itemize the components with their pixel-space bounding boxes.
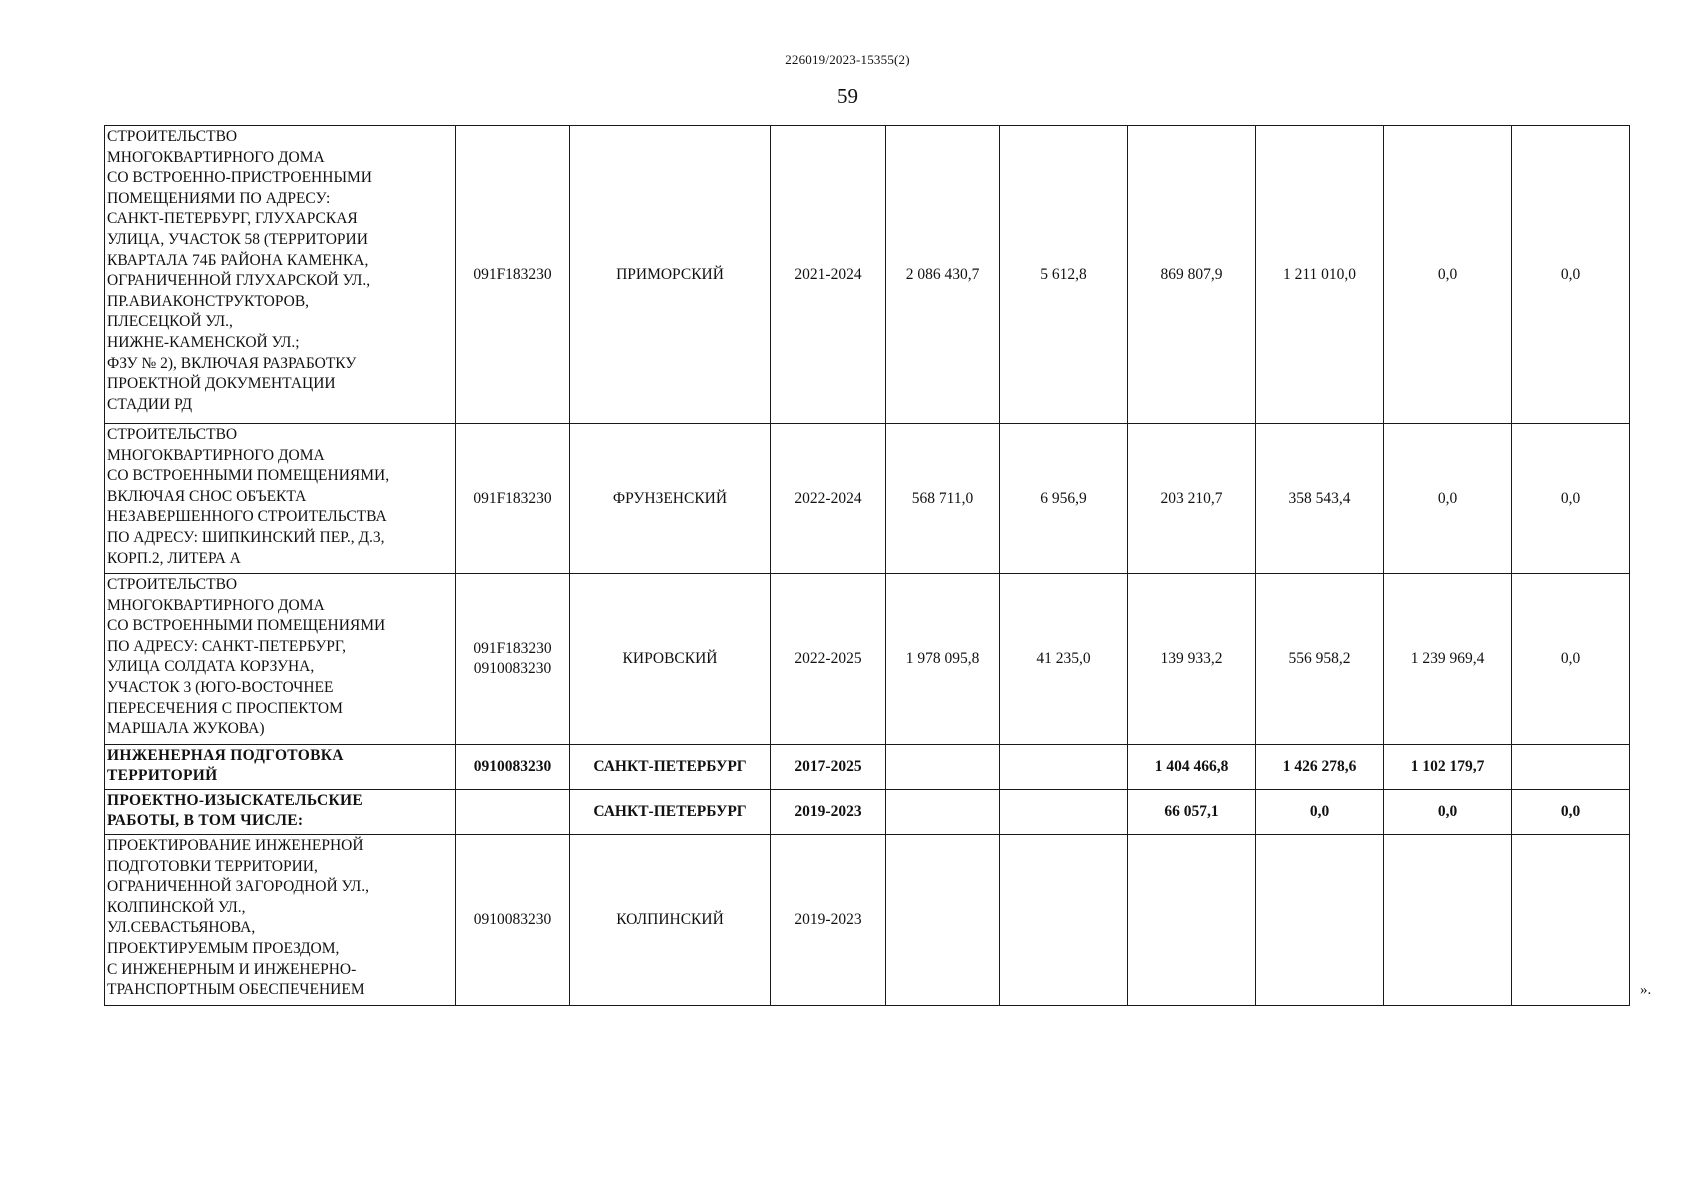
value-cell-2: 203 210,7	[1128, 424, 1256, 574]
district-cell: КОЛПИНСКИЙ	[570, 835, 771, 1006]
district-cell: ФРУНЗЕНСКИЙ	[570, 424, 771, 574]
object-name-cell	[105, 424, 456, 574]
years-cell: 2017-2025	[771, 745, 886, 790]
object-name-line: С ИНЖЕНЕРНЫМ И ИНЖЕНЕРНО-	[107, 960, 357, 978]
value-cell-1	[1000, 790, 1128, 835]
value-cell-1: 41 235,0	[1000, 574, 1128, 745]
object-name-line: ПРОЕКТИРУЕМЫМ ПРОЕЗДОМ,	[107, 939, 340, 957]
years-cell: 2019-2023	[771, 835, 886, 1006]
district-cell: САНКТ-ПЕТЕРБУРГ	[570, 790, 771, 835]
object-name-line: МНОГОКВАРТИРНОГО ДОМА	[107, 446, 325, 464]
value-cell-2: 869 807,9	[1128, 126, 1256, 424]
budget-code: 0910083230	[473, 660, 552, 677]
object-name-line: УЛ.СЕВАСТЬЯНОВА,	[107, 919, 256, 937]
table-body	[105, 126, 1630, 1006]
value-cell-2	[1128, 835, 1256, 1006]
object-name-line: ПОМЕЩЕНИЯМИ ПО АДРЕСУ:	[107, 189, 331, 207]
total-cell	[886, 745, 1000, 790]
object-name-line: ТЕРРИТОРИЙ	[107, 767, 218, 784]
object-name-line: МАРШАЛА ЖУКОВА)	[107, 720, 265, 738]
object-name-line: ПР.АВИАКОНСТРУКТОРОВ,	[107, 292, 310, 310]
years-cell: 2021-2024	[771, 126, 886, 424]
total-cell	[886, 790, 1000, 835]
value-cell-5: 0,0	[1512, 574, 1630, 745]
table-row	[105, 745, 1630, 790]
value-cell-5	[1512, 835, 1630, 1006]
object-name-line: МНОГОКВАРТИРНОГО ДОМА	[107, 148, 325, 166]
value-cell-3: 1 426 278,6	[1256, 745, 1384, 790]
document-number: 226019/2023-15355(2)	[785, 52, 910, 67]
object-name-line: ПО АДРЕСУ: ШИПКИНСКИЙ ПЕР., Д.3,	[107, 528, 385, 546]
object-name-line: СТРОИТЕЛЬСТВО	[107, 426, 238, 443]
object-name-cell	[105, 835, 456, 1006]
object-name-line: ВКЛЮЧАЯ СНОС ОБЪЕКТА	[107, 487, 307, 505]
object-name-line: СО ВСТРОЕННЫМИ ПОМЕЩЕНИЯМИ	[107, 617, 386, 635]
object-name-line: САНКТ-ПЕТЕРБУРГ, ГЛУХАРСКАЯ	[107, 210, 358, 228]
object-name-line: ОГРАНИЧЕННОЙ ЗАГОРОДНОЙ УЛ.,	[107, 878, 370, 896]
value-cell-5: 0,0	[1512, 790, 1630, 835]
object-name-line: КОРП.2, ЛИТЕРА А	[107, 549, 241, 567]
object-name-line: ПО АДРЕСУ: САНКТ-ПЕТЕРБУРГ,	[107, 637, 346, 655]
budget-code-cell	[456, 790, 570, 835]
object-name-line: КОЛПИНСКОЙ УЛ.,	[107, 898, 246, 916]
value-cell-3	[1256, 835, 1384, 1006]
budget-code-cell	[456, 745, 570, 790]
value-cell-3: 556 958,2	[1256, 574, 1384, 745]
value-cell-1: 6 956,9	[1000, 424, 1128, 574]
years-cell: 2022-2024	[771, 424, 886, 574]
budget-code-cell	[456, 835, 570, 1006]
object-name-line: УЛИЦА, УЧАСТОК 58 (ТЕРРИТОРИИ	[107, 230, 368, 248]
object-name-line: УЧАСТОК 3 (ЮГО-ВОСТОЧНЕЕ	[107, 678, 334, 696]
district-cell: ПРИМОРСКИЙ	[570, 126, 771, 424]
district-cell: КИРОВСКИЙ	[570, 574, 771, 745]
object-name-line: ПРОЕКТИРОВАНИЕ ИНЖЕНЕРНОЙ	[107, 837, 364, 854]
budget-code-cell	[456, 574, 570, 745]
value-cell-2: 1 404 466,8	[1128, 745, 1256, 790]
total-cell: 568 711,0	[886, 424, 1000, 574]
value-cell-5: 0,0	[1512, 126, 1630, 424]
object-name-cell	[105, 745, 456, 790]
value-cell-5	[1512, 745, 1630, 790]
object-name-cell	[105, 126, 456, 424]
object-name-line: ПРОЕКТНОЙ ДОКУМЕНТАЦИИ	[107, 375, 336, 393]
object-name-line: СО ВСТРОЕННО-ПРИСТРОЕННЫМИ	[107, 169, 372, 187]
value-cell-5: 0,0	[1512, 424, 1630, 574]
object-name-line: ПЕРЕСЕЧЕНИЯ С ПРОСПЕКТОМ	[107, 699, 343, 717]
value-cell-4: 0,0	[1384, 126, 1512, 424]
table-row	[105, 835, 1630, 1006]
table-row	[105, 790, 1630, 835]
total-cell: 2 086 430,7	[886, 126, 1000, 424]
object-name-line: УЛИЦА СОЛДАТА КОРЗУНА,	[107, 658, 315, 676]
budget-code-cell	[456, 424, 570, 574]
value-cell-4: 0,0	[1384, 424, 1512, 574]
district-cell: САНКТ-ПЕТЕРБУРГ	[570, 745, 771, 790]
total-cell: 1 978 095,8	[886, 574, 1000, 745]
object-name-line: СТАДИИ РД	[107, 395, 193, 413]
budget-code: 091F183230	[473, 265, 552, 283]
value-cell-4: 1 102 179,7	[1384, 745, 1512, 790]
total-cell	[886, 835, 1000, 1006]
object-name-line: ИНЖЕНЕРНАЯ ПОДГОТОВКА	[107, 747, 344, 764]
budget-code: 091F183230	[473, 489, 552, 507]
budget-code: 091F183230	[473, 640, 552, 657]
years-cell: 2022-2025	[771, 574, 886, 745]
object-name-line: СТРОИТЕЛЬСТВО	[107, 576, 238, 593]
object-name-line: РАБОТЫ, В ТОМ ЧИСЛЕ:	[107, 812, 304, 829]
value-cell-3: 0,0	[1256, 790, 1384, 835]
value-cell-1	[1000, 835, 1128, 1006]
value-cell-3: 358 543,4	[1256, 424, 1384, 574]
budget-code: 0910083230	[473, 758, 552, 775]
object-name-line: СТРОИТЕЛЬСТВО	[107, 128, 238, 145]
object-name-line: МНОГОКВАРТИРНОГО ДОМА	[107, 596, 325, 614]
value-cell-2: 66 057,1	[1128, 790, 1256, 835]
table-row	[105, 126, 1630, 424]
object-name-line: ОГРАНИЧЕННОЙ ГЛУХАРСКОЙ УЛ.,	[107, 272, 371, 290]
object-name-cell	[105, 790, 456, 835]
value-cell-1	[1000, 745, 1128, 790]
value-cell-2: 139 933,2	[1128, 574, 1256, 745]
closing-quote-mark: ».	[1640, 982, 1652, 998]
budget-code: 0910083230	[473, 911, 552, 928]
page-number: 59	[837, 84, 858, 108]
value-cell-1: 5 612,8	[1000, 126, 1128, 424]
object-name-line: ПОДГОТОВКИ ТЕРРИТОРИИ,	[107, 857, 318, 875]
program-objects-table	[104, 125, 1630, 1006]
object-name-line: ФЗУ № 2), ВКЛЮЧАЯ РАЗРАБОТКУ	[107, 354, 357, 372]
object-name-line: НИЖНЕ-КАМЕНСКОЙ УЛ.;	[107, 333, 300, 351]
object-name-line: СО ВСТРОЕННЫМИ ПОМЕЩЕНИЯМИ,	[107, 467, 390, 485]
years-cell: 2019-2023	[771, 790, 886, 835]
table-row	[105, 424, 1630, 574]
value-cell-4	[1384, 835, 1512, 1006]
object-name-line: ТРАНСПОРТНЫМ ОБЕСПЕЧЕНИЕМ	[107, 981, 365, 999]
value-cell-4: 0,0	[1384, 790, 1512, 835]
value-cell-3: 1 211 010,0	[1256, 126, 1384, 424]
object-name-line: КВАРТАЛА 74Б РАЙОНА КАМЕНКА,	[107, 251, 369, 269]
table-row	[105, 574, 1630, 745]
object-name-line: НЕЗАВЕРШЕННОГО СТРОИТЕЛЬСТВА	[107, 508, 387, 526]
object-name-line: ПРОЕКТНО-ИЗЫСКАТЕЛЬСКИЕ	[107, 792, 364, 809]
object-name-line: ПЛЕСЕЦКОЙ УЛ.,	[107, 313, 233, 331]
value-cell-4: 1 239 969,4	[1384, 574, 1512, 745]
budget-code-cell	[456, 126, 570, 424]
object-name-cell	[105, 574, 456, 745]
